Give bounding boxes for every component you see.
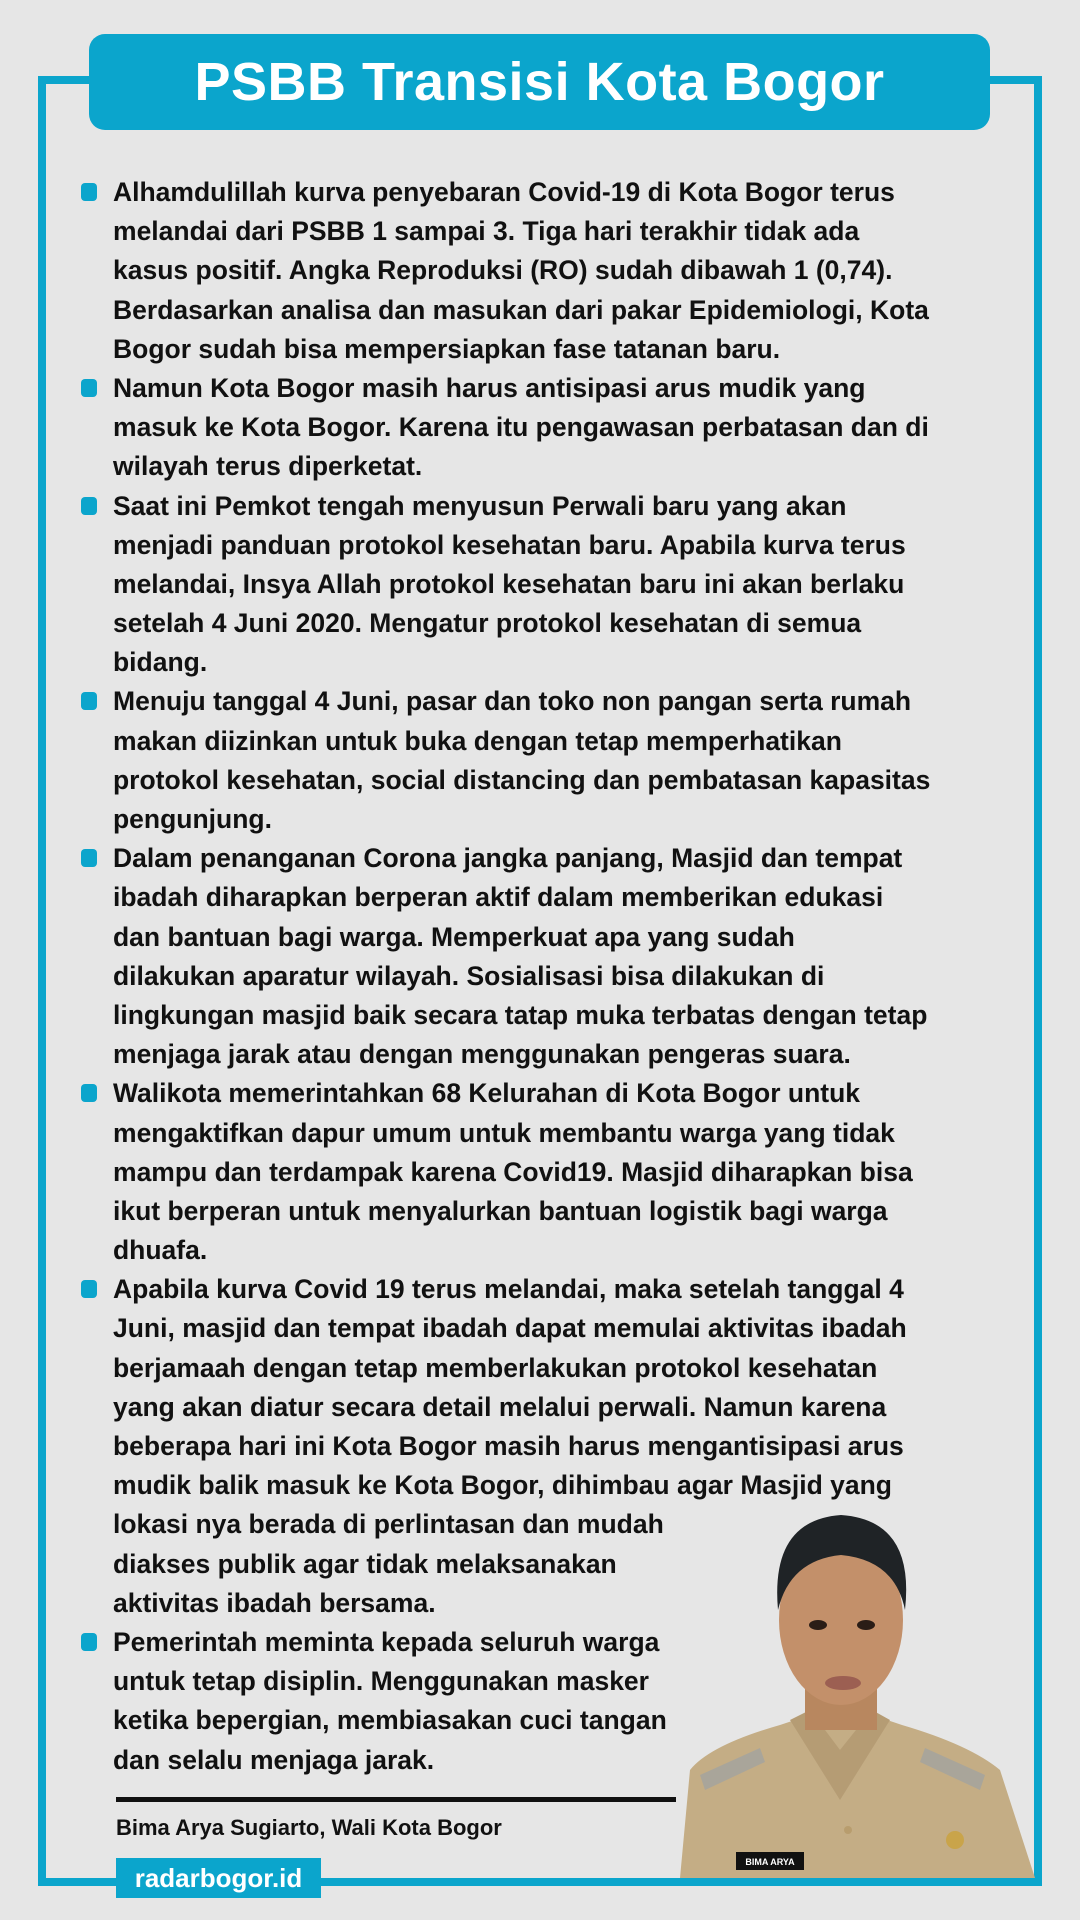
bullet-text-line: Alhamdulillah kurva penyebaran Covid-19 di Kota Bogor terus [113,177,895,207]
bullet-text-line: makan diizinkan untuk buka dengan tetap memperhatikan [113,725,842,756]
bullet-text-line: mengaktifkan dapur umum untuk membantu warga yang tidak [113,1117,895,1148]
bullet-text-line: menjadi panduan protokol kesehatan baru. Apabila kurva terus [113,529,906,560]
bullet-text-line: melandai, Insya Allah protokol kesehatan baru ini akan berlaku [113,568,905,599]
bullet-text-line: wilayah terus diperketat. [113,451,423,482]
bullet-text-line: menjaga jarak atau dengan menggunakan pengeras suara. [113,1039,851,1070]
bullet-square-icon [81,1633,97,1651]
bullet-square-icon [81,1084,97,1102]
brand-text: radarbogor.id [134,1862,303,1893]
bullet-text-line: protokol kesehatan, social distancing dan pembatasan kapasitas [113,764,931,795]
bullet-text-line: aktivitas ibadah bersama. [113,1587,436,1618]
bullet-text-line: setelah 4 Juni 2020. Mengatur protokol kesehatan di semua [113,608,862,639]
bullet-item [0,1074,1080,1270]
bullet-text-line: dan selalu menjaga jarak. [113,1744,435,1775]
bullet-text-line: ikut berperan untuk menyalurkan bantuan logistik bagi warga [113,1195,888,1226]
signature: Bima Arya Sugiarto, Wali Kota Bogor [116,1815,502,1840]
bullet-text-line: Walikota memerintahkan 68 Kelurahan di Kota Bogor untuk [113,1078,861,1109]
bullet-text-line: Juni, masjid dan tempat ibadah dapat memulai aktivitas ibadah [113,1313,907,1344]
bullet-text-line: Saat ini Pemkot tengah menyusun Perwali baru yang akan [113,490,847,521]
bullet-text-line: kasus positif. Angka Reproduksi (RO) sudah dibawah 1 (0,74). [113,255,893,286]
bullet-text-line: lokasi nya berada di perlintasan dan mudah [113,1509,664,1540]
bullet-square-icon [81,497,97,515]
bullet-text-line: Menuju tanggal 4 Juni, pasar dan toko non pangan serta rumah [113,686,912,717]
name-tag: BIMA ARYA [745,1857,795,1867]
bullet-text-line: dilakukan aparatur wilayah. Sosialisasi bisa dilakukan di [113,960,825,991]
bullet-text-line: dhuafa. [113,1235,208,1266]
bullet-text-line: Berdasarkan analisa dan masukan dari pakar Epidemiologi, Kota [113,294,929,325]
bullet-text-line: diakses publik agar tidak melaksanakan [113,1548,617,1579]
bullet-item [0,839,1080,1074]
bullet-square-icon [81,183,97,201]
bullet-square-icon [81,849,97,867]
bullet-item [0,682,1080,839]
bullet-text-line: untuk tetap disiplin. Menggunakan masker [113,1666,649,1697]
bullet-item [0,487,1080,683]
bullet-text-line: Dalam penanganan Corona jangka panjang, Masjid dan tempat [113,843,903,874]
bullet-square-icon [81,692,97,710]
bullet-text-line: Pemerintah meminta kepada seluruh warga [113,1626,660,1657]
bullet-text-line: masuk ke Kota Bogor. Karena itu pengawasan perbatasan dan di [113,412,929,443]
bullet-item [0,173,1080,369]
bullet-item [0,369,1080,487]
bullet-text-line: Namun Kota Bogor masih harus antisipasi arus mudik yang [113,372,866,403]
bullet-text-line: dan bantuan bagi warga. Memperkuat apa yang sudah [113,921,795,952]
bullet-text-line: yang akan diatur secara detail melalui perwali. Namun karena [113,1391,887,1422]
bullet-text-line: ketika bepergian, membiasakan cuci tangan [113,1705,667,1736]
bullet-text-line: Bogor sudah bisa mempersiapkan fase tatanan baru. [113,333,781,364]
title-banner [89,34,990,130]
bullet-text-line: berjamaah dengan tetap memberlakukan protokol kesehatan [113,1352,878,1383]
brand-label [116,1858,321,1898]
bullet-text-line: pengunjung. [113,804,272,834]
bullet-text-line: melandai dari PSBB 1 sampai 3. Tiga hari terakhir tidak ada [113,216,860,247]
page-title: PSBB Transisi Kota Bogor [194,52,885,112]
bullet-text-line: mudik balik masuk ke Kota Bogor, dihimbau agar Masjid yang [113,1470,892,1501]
bullet-text-line: ibadah diharapkan berperan aktif dalam memberikan edukasi [113,882,884,913]
bullet-square-icon [81,1280,97,1298]
bullet-text-line: lingkungan masjid baik secara tatap muka terbatas dengan tetap [113,999,928,1030]
bullet-text-line: bidang. [113,647,208,678]
bullet-square-icon [81,379,97,397]
bullet-text-line: beberapa hari ini Kota Bogor masih harus mengantisipasi arus [113,1431,904,1461]
bullet-text-line: Apabila kurva Covid 19 terus melandai, maka setelah tanggal 4 [113,1274,904,1305]
signature-divider [116,1797,676,1802]
portrait-photo [640,1500,1042,1878]
bullet-text-line: mampu dan terdampak karena Covid19. Masjid diharapkan bisa [113,1156,913,1187]
